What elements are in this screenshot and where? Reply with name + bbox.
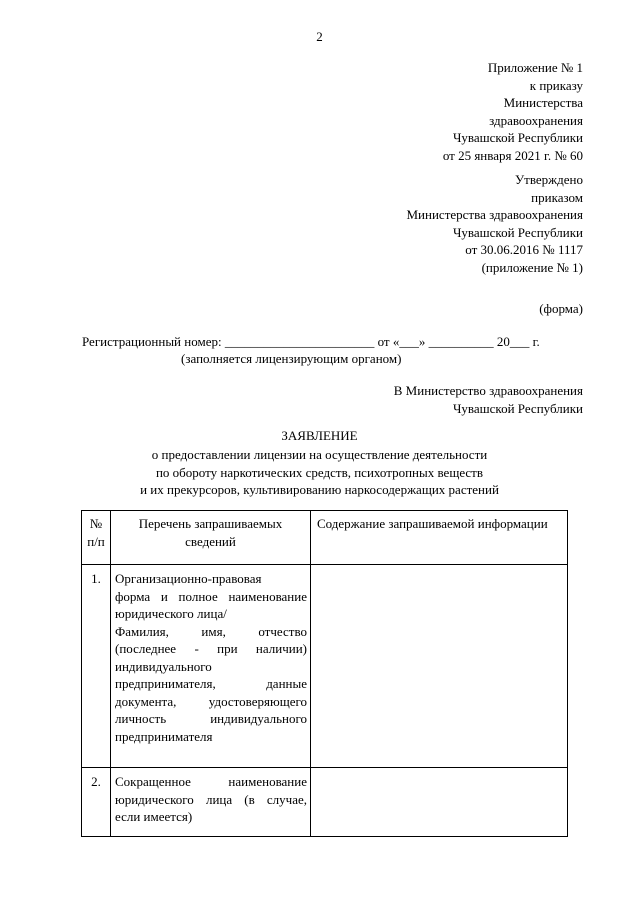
approved-line: Утверждено bbox=[514, 172, 583, 187]
form-label: (форма) bbox=[539, 301, 583, 316]
row-number: 2. bbox=[82, 768, 111, 837]
row-text-line: Организационно-правовая bbox=[115, 571, 262, 586]
approved-block bbox=[407, 171, 584, 276]
addressee-line: В Министерство здравоохранения bbox=[393, 383, 583, 398]
appendix-line: от 25 января 2021 г. № 60 bbox=[442, 147, 583, 163]
registration-note: (заполняется лицензирующим органом) bbox=[181, 351, 402, 366]
header-content: Содержание запрашиваемой информации bbox=[311, 511, 568, 565]
appendix-line: к приказу bbox=[529, 77, 583, 93]
approved-line: Чувашской Республики bbox=[452, 224, 583, 240]
appendix-line: Министерства bbox=[503, 95, 583, 110]
row-text-line: личность индивидуального bbox=[115, 711, 307, 726]
approved-line: приказом bbox=[531, 189, 583, 205]
appendix-line: здравоохранения bbox=[489, 112, 583, 128]
row-text-line: юридического лица (в случае, bbox=[115, 791, 307, 807]
row-content-cell[interactable] bbox=[311, 565, 568, 768]
row-requested-info bbox=[111, 565, 311, 768]
registration-number-line: Регистрационный номер: _______________________ от «___» __________ 20___ г. bbox=[82, 334, 540, 349]
document-title: ЗАЯВЛЕНИЕ bbox=[281, 428, 358, 443]
addressee-line: Чувашской Республики bbox=[452, 400, 583, 416]
header-number bbox=[82, 511, 111, 565]
table-row bbox=[82, 768, 568, 837]
approved-line: Министерства здравоохранения bbox=[406, 207, 583, 222]
approved-line: (приложение № 1) bbox=[481, 259, 583, 275]
header-requested-line1: Перечень запрашиваемых bbox=[138, 516, 283, 531]
document-subtitle bbox=[0, 446, 639, 499]
approved-line: от 30.06.2016 № 1117 bbox=[465, 242, 583, 257]
row-text-line: Фамилия, имя, отчество bbox=[115, 623, 307, 639]
row-text-line: предпринимателя bbox=[115, 728, 213, 744]
subtitle-line: о предоставлении лицензии на осуществление деятельности bbox=[151, 447, 488, 462]
information-table bbox=[81, 510, 568, 837]
row-requested-info bbox=[111, 768, 311, 837]
row-text-line: если имеется) bbox=[115, 809, 193, 824]
row-text-line: (последнее - при наличии) bbox=[115, 641, 307, 656]
row-text-line: юридического лица/ bbox=[115, 606, 227, 621]
header-number-line1: № bbox=[89, 516, 103, 531]
row-text-line: предпринимателя, данные bbox=[115, 676, 307, 691]
row-text-line: Сокращенное наименование bbox=[115, 774, 307, 789]
table-header-row bbox=[82, 511, 568, 565]
row-number: 1. bbox=[82, 565, 111, 768]
subtitle-line: и их прекурсоров, культивированию наркосодержащих растений bbox=[140, 482, 499, 497]
row-content-cell[interactable] bbox=[311, 768, 568, 837]
header-requested-info bbox=[111, 511, 311, 565]
appendix-line: Чувашской Республики bbox=[452, 130, 583, 145]
row-text-line: индивидуального bbox=[115, 658, 212, 674]
row-text-line: документа, удостоверяющего bbox=[115, 693, 307, 709]
appendix-block bbox=[443, 59, 583, 164]
header-number-line2: п/п bbox=[87, 533, 105, 549]
page-number: 2 bbox=[316, 29, 323, 44]
subtitle-line: по обороту наркотических средств, психотропных веществ bbox=[155, 464, 484, 480]
appendix-line: Приложение № 1 bbox=[487, 60, 583, 75]
table-row bbox=[82, 565, 568, 768]
row-text-line: форма и полное наименование bbox=[115, 588, 307, 604]
header-requested-line2: сведений bbox=[185, 533, 236, 549]
addressee-block bbox=[394, 382, 583, 417]
